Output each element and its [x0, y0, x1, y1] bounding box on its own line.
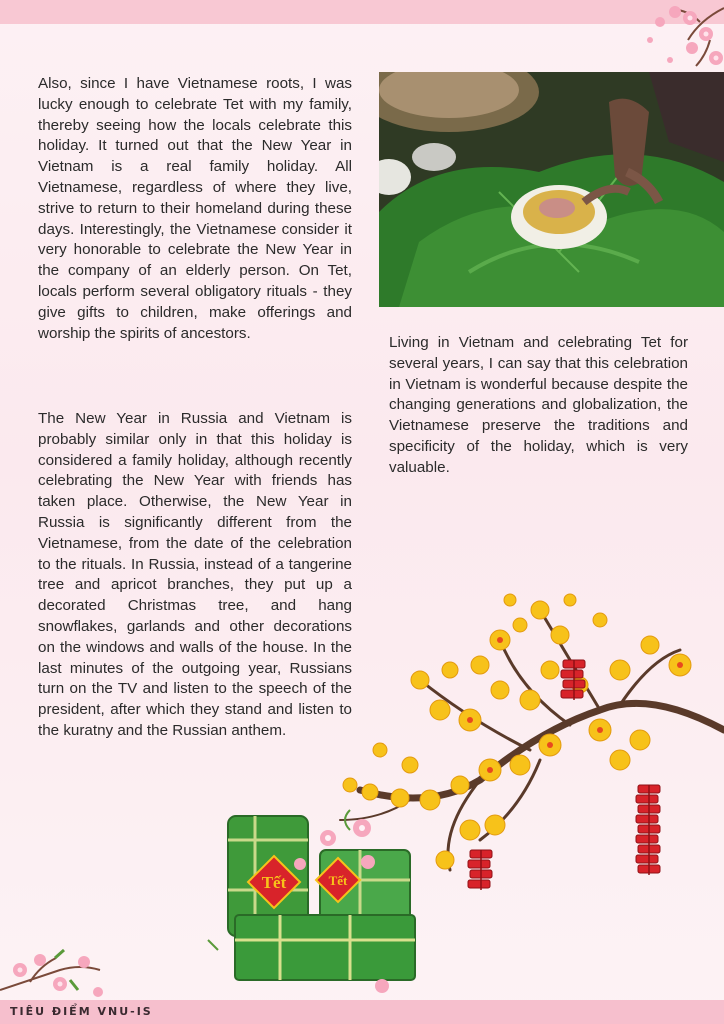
footer-publication-name: TIÊU ĐIỂM VNU-IS	[10, 1005, 153, 1018]
banh-chung-wrapping-photo	[379, 72, 724, 307]
paragraph-conclusion: Living in Vietnam and celebrating Tet for several years, I can say that this celebration in Vietnam is wonderful because despite the changing generations and globalization, the Vietnamese preserve the traditions and specificity of the holiday, which is very valuable.	[389, 334, 688, 476]
tet-label-right: Tết	[328, 873, 348, 888]
top-banner	[0, 0, 724, 24]
paragraph-russia-comparison: The New Year in Russia and Vietnam is probably similar only in that this holiday is considered a family holiday, although recently celebrating the New Year with friends has taken place. Otherwise, the New Year in Russia is significantly different from the Vietnamese, from the date of the celebration to the rituals. In Russia, instead of a tangerine tree and apricot branches, they put up a decorated Christmas tree, and hang snowflakes, garlands and other decorations on the windows and walls of the house. In the last minutes of the outgoing year, Russians turn on the TV and listen to the speech of the president, after which they stand and listen to the kuratny and the Russian anthem.	[38, 410, 352, 739]
tet-label-left: Tết	[261, 873, 287, 892]
cherry-blossom-top-right	[630, 0, 724, 72]
cherry-blossom-bottom-left	[0, 940, 110, 1000]
banh-chung-illustration	[200, 800, 430, 1000]
paragraph-tet-family: Also, since I have Vietnamese roots, I was lucky enough to celebrate Tet with my family, thereby seeing how the locals celebrate this holiday. It turned out that the New Year in Vietnam is a real family holiday. All Vietnamese, regardless of where they live, strive to return to their homeland during these days. Interestingly, the Vietnamese consider it very honorable to celebrate the New Year in the company of an elderly person. On Tet, locals perform several obligatory rituals - they give gifts to children, make offerings and worship the spirits of ancestors.	[38, 75, 352, 342]
footer-banner	[0, 1000, 724, 1024]
